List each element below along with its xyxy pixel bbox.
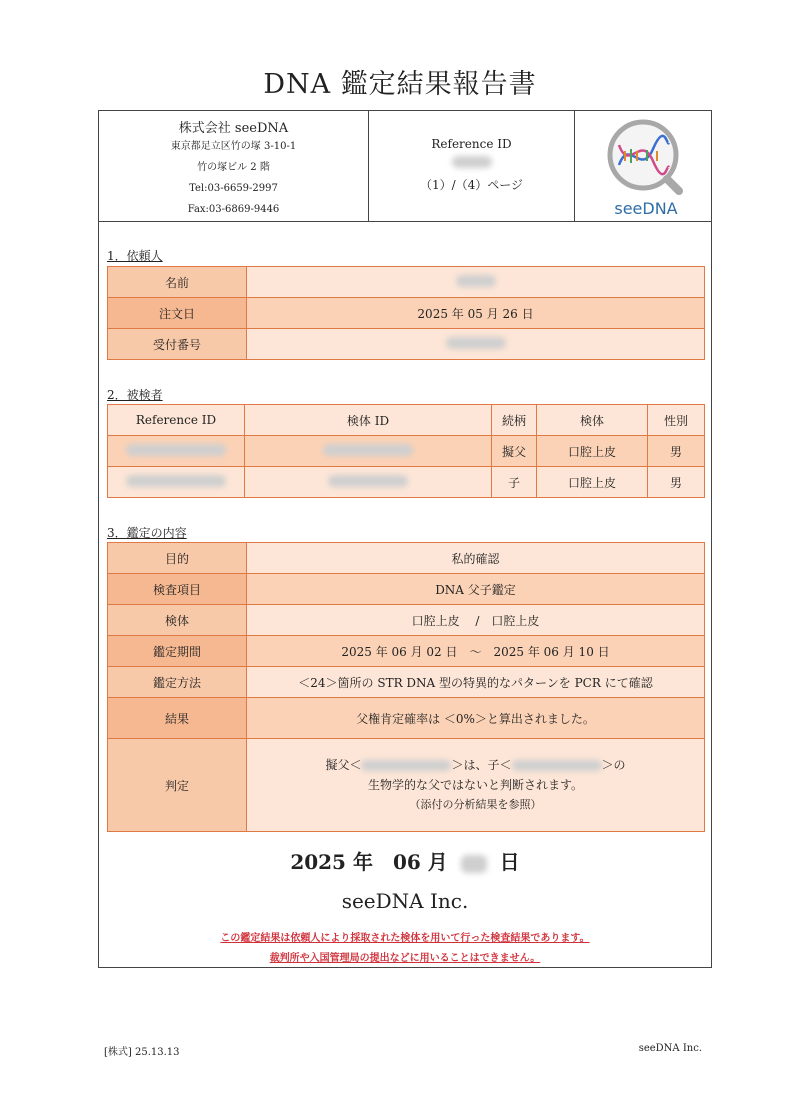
section3-title: 3．鑑定の内容	[107, 526, 187, 540]
client-row	[108, 267, 705, 298]
subject-sex: 男	[648, 467, 705, 498]
col-header: 検体 ID	[245, 405, 492, 436]
address-line-2: 竹の塚ビル 2 階	[197, 162, 270, 173]
analysis-label: 結果	[108, 698, 247, 739]
tel: Tel:03-6659-2997	[189, 183, 278, 194]
subject-id	[245, 436, 492, 467]
analysis-row	[108, 667, 705, 698]
subject-sample: 口腔上皮	[537, 467, 648, 498]
reference-redacted	[369, 153, 574, 172]
analysis-value: ＜24＞箇所の STR DNA 型の特異的なパターンを PCR にて確認	[247, 667, 705, 698]
analysis-row	[108, 543, 705, 574]
analysis-table	[107, 542, 705, 832]
subject-sex: 男	[648, 436, 705, 467]
redacted-name	[456, 275, 496, 287]
client-label: 受付番号	[108, 329, 247, 360]
col-header: 続柄	[492, 405, 537, 436]
analysis-value: 2025 年 06 月 02 日 ～ 2025 年 06 月 10 日	[247, 636, 705, 667]
reference-cell	[369, 111, 575, 221]
judgement-line-2: 生物学的な父ではないと判断されます。	[367, 778, 584, 792]
warning-line-1: この鑑定結果は依頼人により採取された検体を用いて行った検査結果であります。	[220, 933, 590, 944]
col-header: 検体	[537, 405, 648, 436]
subject-relation: 擬父	[492, 436, 537, 467]
redacted-day	[461, 855, 487, 873]
analysis-label: 鑑定期間	[108, 636, 247, 667]
dna-magnifier-icon	[601, 117, 691, 201]
judgement-line-3: （添付の分析結果を参照）	[409, 798, 542, 811]
subject-ref	[108, 436, 245, 467]
client-value	[247, 329, 705, 360]
warning-line-2: 裁判所や入国管理局の提出などに用いることはできません。	[269, 953, 541, 964]
company-name: 株式会社 seeDNA	[178, 121, 289, 136]
judgement-text	[247, 739, 705, 832]
page-indicator: （1）/（4）ページ	[419, 178, 524, 192]
logo-cell	[575, 111, 711, 221]
analysis-label: 鑑定方法	[108, 667, 247, 698]
client-value: 2025 年 05 月 26 日	[247, 298, 705, 329]
analysis-row	[108, 636, 705, 667]
logo-text: seeDNA	[614, 199, 678, 218]
reference-label: Reference ID	[431, 137, 512, 151]
analysis-value: 父権肯定確率は ＜0%＞と算出されました。	[247, 698, 705, 739]
company-signature: seeDNA Inc.	[341, 889, 469, 913]
header-row	[99, 111, 711, 222]
client-label: 注文日	[108, 298, 247, 329]
analysis-row	[108, 605, 705, 636]
redacted-number	[446, 337, 506, 349]
analysis-value: 口腔上皮 / 口腔上皮	[247, 605, 705, 636]
subject-id	[245, 467, 492, 498]
analysis-value: DNA 父子鑑定	[247, 574, 705, 605]
document-title: DNA 鑑定結果報告書	[263, 69, 537, 100]
section1-title: 1．依頼人	[107, 249, 163, 263]
address-line-1: 東京都足立区竹の塚 3-10-1	[170, 141, 297, 152]
subject-sample: 口腔上皮	[537, 436, 648, 467]
subjects-table	[107, 404, 705, 498]
issue-date: 2025 年 06 月 日	[290, 850, 520, 874]
judgement-line-1: 擬父＜ ＞は、子＜ ＞の	[325, 758, 626, 772]
client-row	[108, 329, 705, 360]
client-table	[107, 266, 705, 360]
judgement-label: 判定	[108, 739, 247, 832]
footer-company: seeDNA Inc.	[638, 1043, 702, 1054]
report-frame	[98, 110, 712, 968]
subjects-header-row	[108, 405, 705, 436]
col-header: 性別	[648, 405, 705, 436]
col-header: Reference ID	[108, 405, 245, 436]
subject-row	[108, 467, 705, 498]
subject-ref	[108, 467, 245, 498]
client-label: 名前	[108, 267, 247, 298]
analysis-label: 目的	[108, 543, 247, 574]
analysis-row	[108, 574, 705, 605]
analysis-row	[108, 698, 705, 739]
analysis-value: 私的確認	[247, 543, 705, 574]
footer-version: [株式] 25.13.13	[104, 1047, 180, 1058]
subject-relation: 子	[492, 467, 537, 498]
client-value	[247, 267, 705, 298]
section2-title: 2．被検者	[107, 388, 163, 402]
seedna-logo	[601, 117, 691, 217]
company-info	[99, 111, 369, 221]
judgement-row	[108, 739, 705, 832]
analysis-label: 検査項目	[108, 574, 247, 605]
analysis-label: 検体	[108, 605, 247, 636]
fax: Fax:03-6869-9446	[187, 204, 280, 215]
client-row	[108, 298, 705, 329]
subject-row	[108, 436, 705, 467]
